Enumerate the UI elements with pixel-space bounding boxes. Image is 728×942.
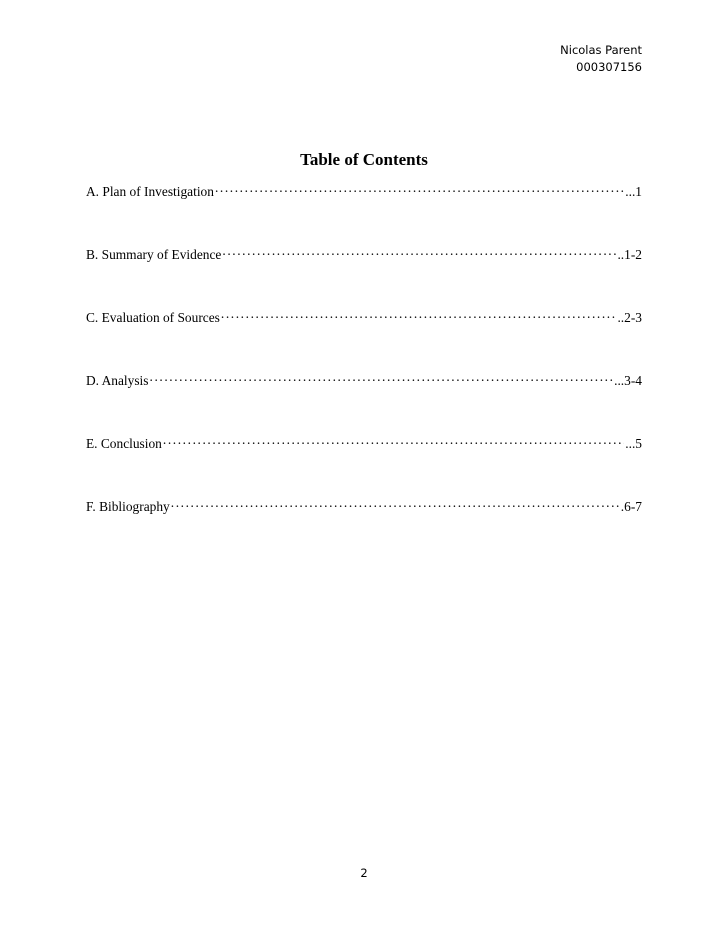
toc-entry-evaluation-of-sources (86, 306, 642, 327)
toc-dot-leader (215, 180, 624, 196)
toc-label: A. Plan of Investigation (86, 184, 214, 199)
table-of-contents (86, 180, 642, 558)
page-header (560, 42, 642, 76)
author-name: Nicolas Parent (560, 43, 642, 57)
student-id: 000307156 (576, 60, 642, 74)
toc-page-number: ..1-2 (617, 247, 642, 262)
toc-dot-leader (222, 243, 616, 259)
toc-entry-summary-of-evidence (86, 243, 642, 264)
toc-label: C. Evaluation of Sources (86, 310, 220, 325)
toc-entry-bibliography (86, 495, 642, 516)
toc-dot-leader (150, 369, 614, 385)
toc-page-number: ...5 (625, 436, 642, 451)
page-title: Table of Contents (300, 150, 428, 169)
toc-label: D. Analysis (86, 373, 149, 388)
toc-label: E. Conclusion (86, 436, 162, 451)
toc-page-number: ..2-3 (617, 310, 642, 325)
toc-page-number: ...3-4 (614, 373, 642, 388)
toc-entry-plan-of-investigation (86, 180, 642, 201)
toc-dot-leader (171, 495, 620, 511)
toc-page-number: .6-7 (620, 499, 642, 514)
toc-page-number: ...1 (625, 184, 642, 199)
toc-dot-leader (163, 432, 624, 448)
toc-label: F. Bibliography (86, 499, 170, 514)
toc-dot-leader (221, 306, 617, 322)
page-number: 2 (360, 866, 368, 880)
toc-entry-conclusion (86, 432, 642, 453)
toc-entry-analysis (86, 369, 642, 390)
toc-label: B. Summary of Evidence (86, 247, 222, 262)
